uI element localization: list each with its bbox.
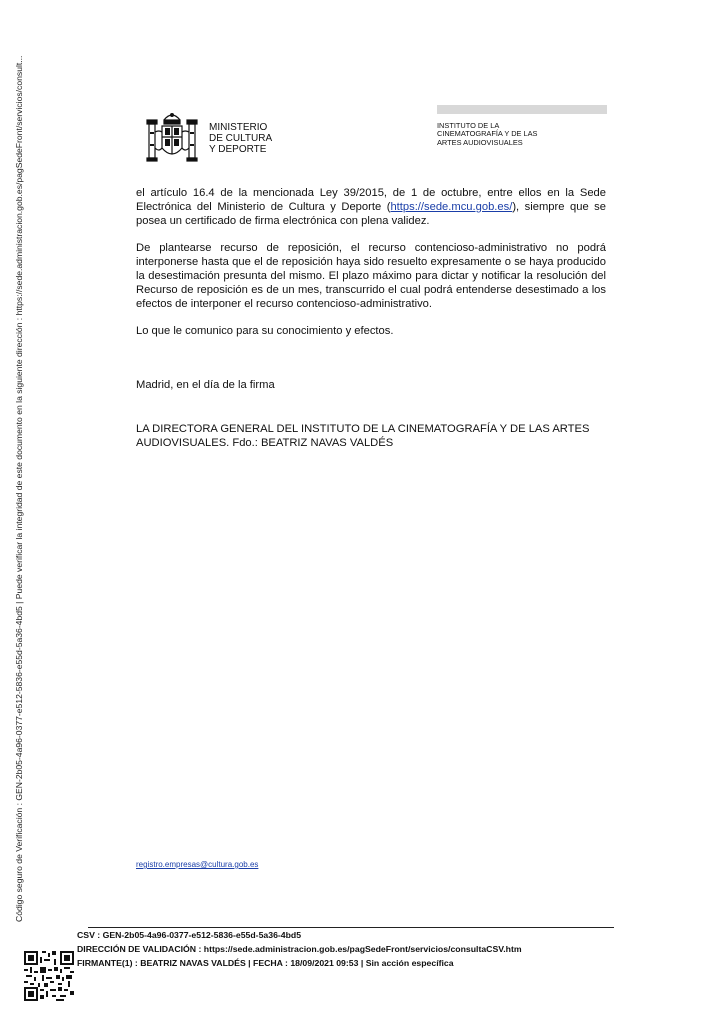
ministry-line-2: DE CULTURA	[209, 133, 273, 144]
signature-block: LA DIRECTORA GENERAL DEL INSTITUTO DE LA CINEMATOGRAFÍA Y DE LAS ARTES AUDIOVISUALES. Fdo.: BEATRIZ NAVAS VALDÉS	[136, 423, 590, 449]
p1-end: ), siempre que se posea un certificado de firma electrónica con plena validez.	[136, 200, 607, 227]
paragraph-appeal: De plantearse recurso de reposición, el recurso contencioso-administrativo no podrá interponerse hasta que el de reposición haya sido resuelto expresamente o se haya producido la desestimación presunta del mismo. El plazo máximo para dictar y notificar la resolución del Recurso de reposición es de un mes, transcurrido el cual podrá entenderse desestimado a los efectos de interponer el recurso contencioso-administrativo.	[136, 242, 606, 310]
institute-line-2: CINEMATOGRAFÍA Y DE LAS	[437, 129, 538, 139]
footer-csv: CSV : GEN-2b05-4a96-0377-e512-5836-e55d-5a36-4bd5	[77, 930, 302, 940]
p1-start: el artículo 16.4 de la mencionada Ley 39/2015, de 1 de octubre, entre ellos en la Sede Electrónica del Ministerio de Cultura y Deporte (	[136, 187, 606, 213]
institute-line-1: INSTITUTO DE LA	[437, 121, 500, 130]
coat-of-arms-icon	[145, 108, 199, 168]
ministry-name	[209, 122, 272, 155]
ministry-line-1: MINISTERIO	[209, 122, 268, 133]
sede-link[interactable]: https://sede.mcu.gob.es/	[390, 200, 513, 213]
paragraph-closing: Lo que le comunico para su conocimiento y efectos.	[136, 325, 394, 337]
ministry-line-3: Y DEPORTE	[209, 144, 267, 155]
place-date: Madrid, en el día de la firma	[136, 379, 275, 391]
footer-signer: FIRMANTE(1) : BEATRIZ NAVAS VALDÉS | FECHA : 18/09/2021 09:53 | Sin acción específica	[77, 958, 454, 968]
institute-line-3: ARTES AUDIOVISUALES	[437, 137, 523, 147]
footer-rule	[88, 927, 614, 928]
footer-validation-url: DIRECCIÓN DE VALIDACIÓN : https://sede.administracion.gob.es/pagSedeFront/servicios/consultaCSV.htm	[77, 944, 522, 954]
paragraph-electronic-office	[136, 187, 606, 229]
registry-email-link[interactable]: registro.empresas@cultura.gob.es	[136, 860, 259, 869]
institute-name	[437, 122, 538, 147]
verification-side-note: Código seguro de Verificación : GEN-2b05-4a96-0377-e512-5836-e55d-5a36-4bd5 | Puede verificar la integridad de este documento en la siguiente dirección : https://sede.administracion.gob.es/pagSedeFront/servicios/consult...	[14, 55, 24, 922]
header-grey-bar	[437, 105, 607, 114]
qr-code-icon	[24, 951, 74, 1001]
